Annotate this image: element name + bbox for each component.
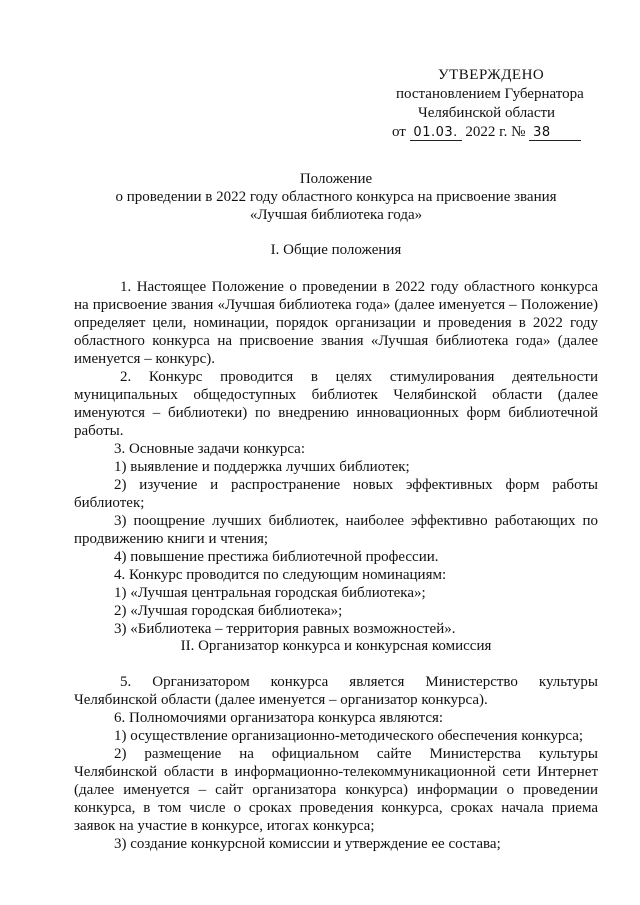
list-item-4-2: 2) «Лучшая городская библиотека»; [114,603,343,619]
list-item-3-4: 4) повышение престижа библиотечной профессии. [114,549,439,565]
section-1-heading: I. Общие положения [270,242,402,258]
approval-number: 38 [533,125,551,140]
list-item-4-1: 1) «Лучшая центральная городская библиотека»; [114,585,426,601]
approval-from-prefix: от [392,124,406,140]
paragraph-6: 6. Полномочиями организатора конкурса являются: [114,710,444,726]
list-item-6-2: 2) размещение на официальном сайте Министерства культуры Челябинской области в информационно-телекоммуникационной сети Интернет (далее именуется – сайт организатора конкурса) информации о проведении конкурса, в том числе о сроках проведения конкурса, сроках начала приема заявок на участие в конкурсе, итогах конкурса; [74,746,598,834]
list-item-4-3: 3) «Библиотека – территория равных возможностей». [114,621,456,637]
list-item-3-3: 3) поощрение лучших библиотек, наиболее эффективно работающих по продвижению книги и чтения; [74,513,598,547]
paragraph-3: 3. Основные задачи конкурса: [114,441,306,457]
list-item-3-2: 2) изучение и распространение новых эффективных форм работы библиотек; [74,477,598,511]
paragraph-1: 1. Настоящее Положение о проведении в 2022 году областного конкурса на присвоение звания «Лучшая библиотека года» (далее именуется – Положение) определяет цели, номинации, порядок организации и проведения в 2022 году областного конкурса на присвоение звания «Лучшая библиотека года» (далее именуется – конкурс). [74,279,598,367]
title-line-1: Положение [299,171,373,187]
list-item-6-3: 3) создание конкурсной комиссии и утверждение ее состава; [114,836,501,852]
title-line-2: о проведении в 2022 году областного конкурса на присвоение звания [115,189,557,205]
section-1-body [74,278,598,638]
approval-title: УТВЕРЖДЕНО [438,67,545,83]
section-2-heading: II. Организатор конкурса и конкурсная комиссия [180,638,492,654]
list-item-6-1: 1) осуществление организационно-методического обеспечения конкурса; [114,728,584,744]
title-line-3: «Лучшая библиотека года» [249,207,423,223]
approval-line-decree: постановлением Губернатора [396,86,584,102]
approval-date: 01.03. [413,125,458,140]
approval-stamp [392,66,614,142]
paragraph-2: 2. Конкурс проводится в целях стимулирования деятельности муниципальных общедоступных библиотек Челябинской области (далее именуются – библиотеки) по внедрению инновационных форм библиотечной работы. [74,369,598,439]
approval-date-line [392,123,614,142]
paragraph-5: 5. Организатором конкурса является Министерство культуры Челябинской области (далее именуется – организатор конкурса). [74,674,598,708]
approval-number-blank [529,125,581,141]
list-item-3-1: 1) выявление и поддержка лучших библиотек; [114,459,410,475]
approval-line-region: Челябинской области [418,105,556,121]
approval-date-blank [410,125,462,141]
paragraph-4: 4. Конкурс проводится по следующим номинациям: [114,567,447,583]
document-title [74,170,598,224]
approval-year: 2022 г. № [465,124,526,140]
section-2-body [74,673,598,853]
